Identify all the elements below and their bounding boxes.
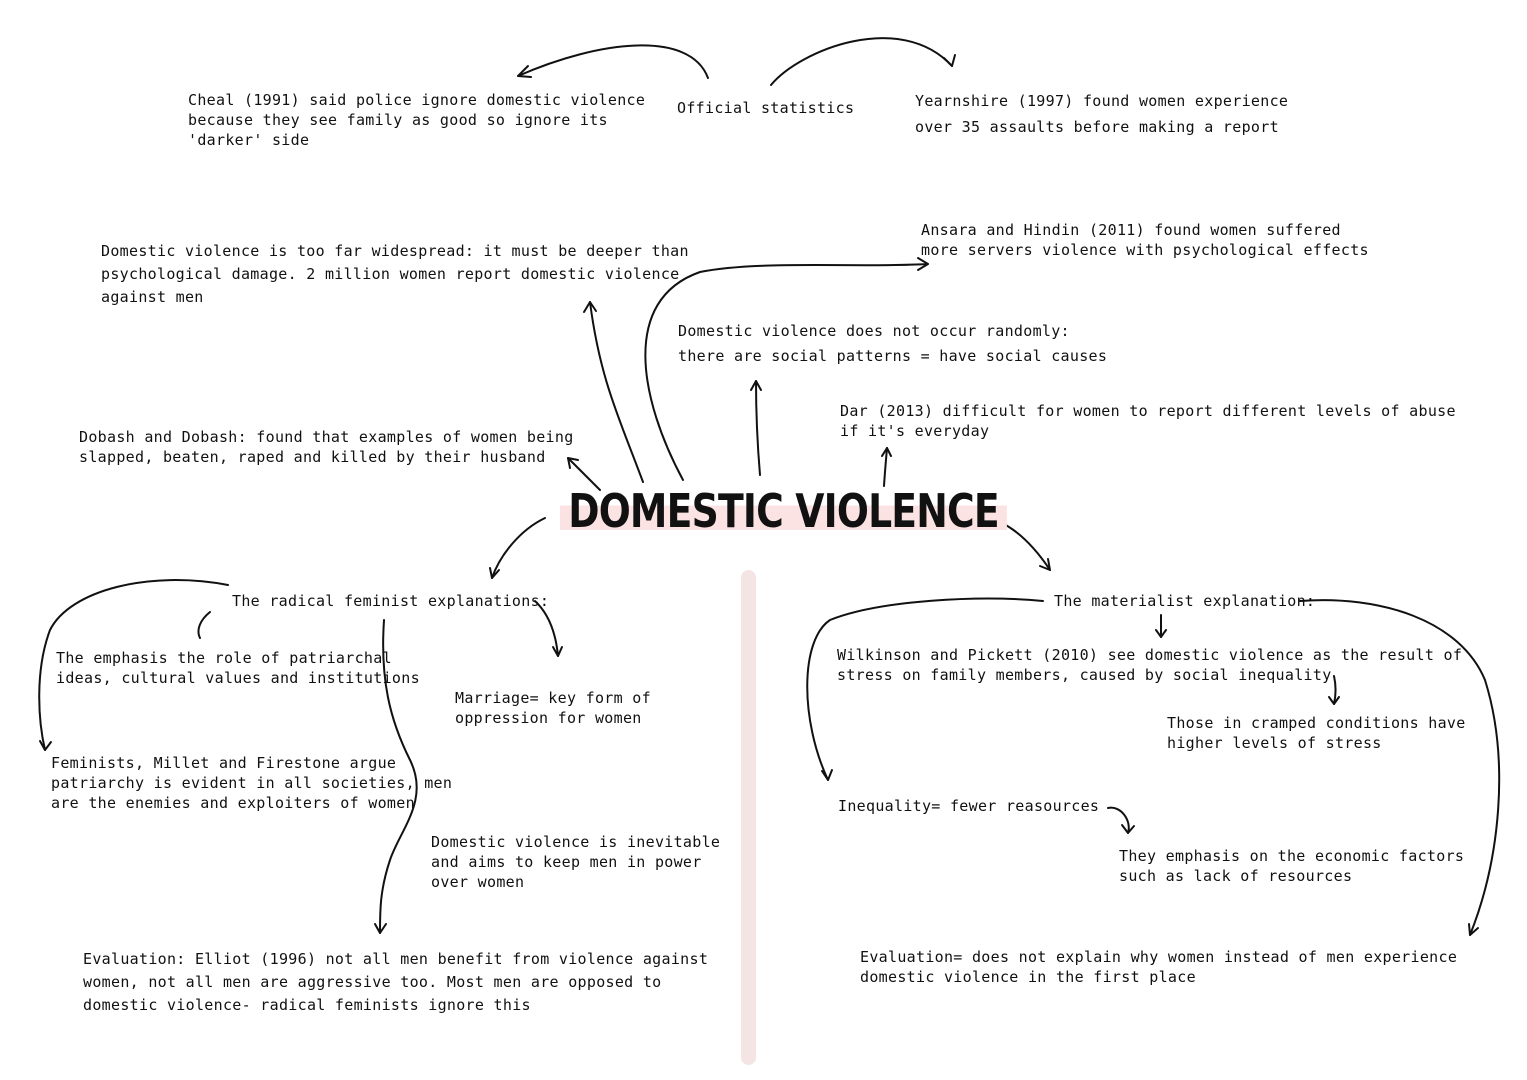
- economic-note: They emphasis on the economic factors such as lack of resources: [1119, 847, 1465, 885]
- arrow-official-to-yearnshire: [771, 38, 952, 85]
- yearnshire-note: Yearnshire (1997) found women experience over 35 assaults before making a report: [915, 92, 1289, 136]
- cheal-note: Cheal (1991) said police ignore domestic violence because they see family as good so ignore its 'darker' side: [188, 91, 646, 149]
- arrow-to-inequality: [807, 599, 1043, 780]
- arrow-to-emphasis: [198, 612, 210, 638]
- wilkinson-note: Wilkinson and Pickett (2010) see domestic violence as the result of stress on family members, caused by social inequality: [837, 646, 1463, 684]
- arrow-to-random: [756, 381, 760, 475]
- dobash-note: Dobash and Dobash: found that examples of women being slapped, beaten, raped and killed by their husband: [79, 428, 574, 466]
- arrowhead: [944, 55, 955, 66]
- arrowhead: [40, 741, 51, 750]
- emphasis-note: The emphasis the role of patriarchal ideas, cultural values and institutions: [56, 649, 420, 687]
- feminist-heading: The radical feminist explanations:: [232, 592, 550, 610]
- dar-note: Dar (2013) difficult for women to report different levels of abuse if it's everyday: [840, 402, 1456, 440]
- random-note: Domestic violence does not occur randomly: there are social patterns = have social causes: [678, 322, 1108, 365]
- arrowhead: [822, 770, 832, 780]
- materialist-evaluation: Evaluation= does not explain why women instead of men experience domestic violence in the first place: [860, 948, 1458, 986]
- feminist-evaluation: Evaluation: Elliot (1996) not all men benefit from violence against women, not all men are aggressive too. Most men are opposed to domestic violence- radical feminists ignore this: [83, 950, 709, 1014]
- arrow-to-feminist: [492, 518, 545, 578]
- ansara-note: Ansara and Hindin (2011) found women suffered more servers violence with psychological effects: [921, 221, 1369, 259]
- marriage-note: Marriage= key form of oppression for women: [455, 689, 651, 727]
- millet-note: Feminists, Millet and Firestone argue patriarchy is evident in all societies, men are the enemies and exploiters of women: [51, 754, 453, 812]
- official-statistics: Official statistics: [677, 99, 855, 117]
- arrow-official-to-cheal: [518, 45, 708, 78]
- inevitable-note: Domestic violence is inevitable and aims to keep men in power over women: [431, 833, 721, 891]
- materialist-heading: The materialist explanation:: [1054, 592, 1316, 610]
- widespread-note: Domestic violence is too far widespread: it must be deeper than psychological damage. 2 million women report domestic violence against men: [101, 242, 689, 306]
- inequality-note: Inequality= fewer reasources: [838, 797, 1100, 815]
- page-title: DOMESTIC VIOLENCE: [560, 484, 1007, 538]
- arrow-to-widespread: [590, 302, 643, 482]
- cramped-note: Those in cramped conditions have higher levels of stress: [1167, 714, 1466, 752]
